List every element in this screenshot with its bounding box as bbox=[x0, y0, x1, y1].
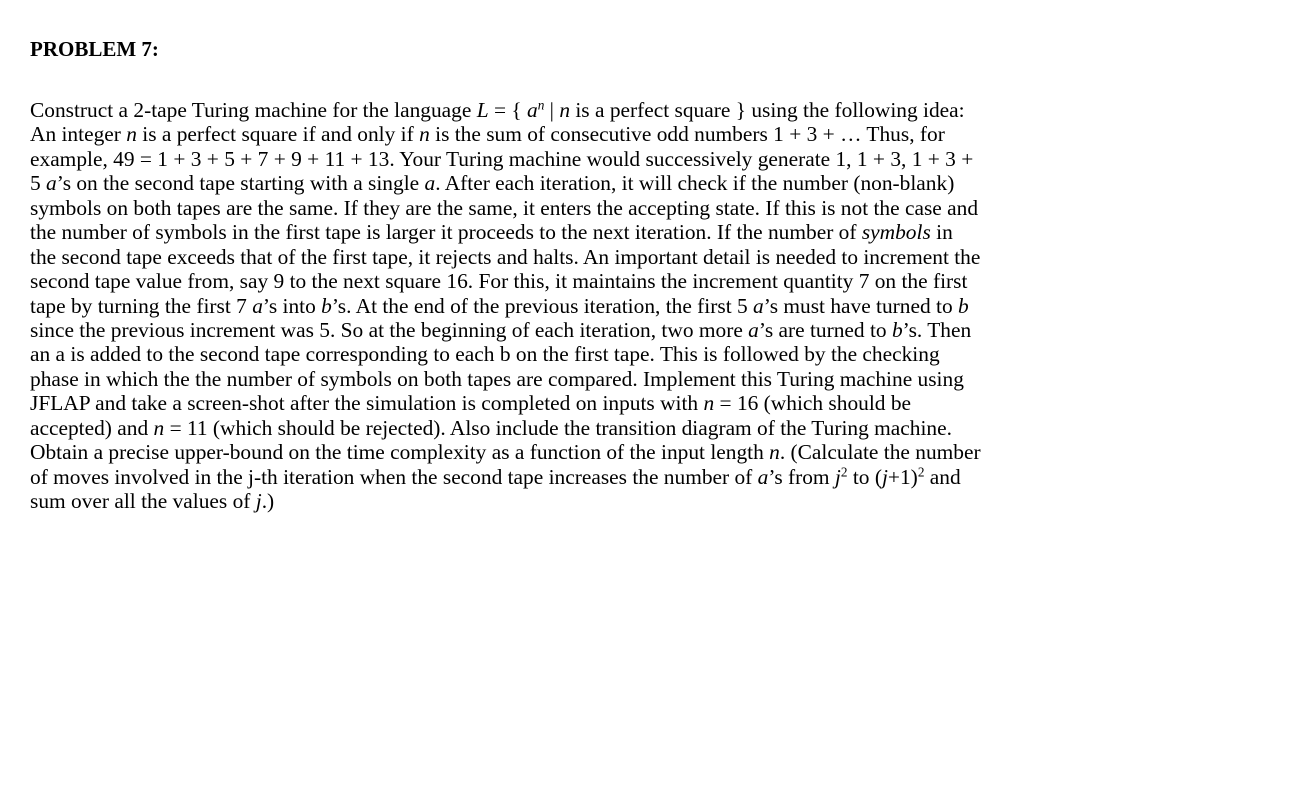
text-segment: ’s. At the end of the previous iteration, the first 5 bbox=[331, 293, 754, 318]
italic-text: n bbox=[703, 391, 715, 416]
text-segment: and bbox=[924, 464, 961, 489]
text-segment: 5 bbox=[30, 171, 47, 196]
text-segment: ’s. Then bbox=[902, 317, 972, 342]
text-line bbox=[30, 489, 1280, 513]
text-line bbox=[30, 171, 1280, 195]
italic-text: a bbox=[252, 293, 263, 318]
text-segment: = 16 (which should be bbox=[714, 391, 912, 416]
text-segment: . (Calculate the number bbox=[779, 440, 981, 465]
text-segment: of moves involved in the j-th iteration when the second tape increases the number of bbox=[30, 464, 758, 489]
text-segment: . After each iteration, it will check if the number (non-blank) bbox=[435, 171, 955, 196]
text-segment: the second tape exceeds that of the first tape, it rejects and halts. An important detail is needed to increment the bbox=[30, 244, 981, 269]
italic-text: a bbox=[527, 98, 538, 122]
text-line bbox=[30, 391, 1280, 415]
text-segment: to ( bbox=[847, 464, 882, 489]
italic-text: n bbox=[769, 440, 780, 465]
text-line bbox=[30, 122, 1280, 146]
problem-statement bbox=[30, 98, 1280, 513]
text-line bbox=[30, 98, 1280, 122]
italic-text: j bbox=[881, 464, 888, 489]
text-line bbox=[30, 245, 1280, 269]
italic-text: n bbox=[419, 122, 430, 147]
italic-text: b bbox=[958, 293, 969, 318]
italic-text: n bbox=[153, 415, 165, 440]
italic-text: b bbox=[321, 293, 332, 318]
text-segment: ’s into bbox=[262, 293, 322, 318]
text-line bbox=[30, 440, 1280, 464]
text-line bbox=[30, 220, 1280, 244]
text-segment: phase in which the the number of symbols on both tapes are compared. Implement this Turing machine using bbox=[30, 366, 964, 391]
superscript: n bbox=[537, 97, 545, 113]
italic-text: n bbox=[126, 122, 137, 147]
text-segment: = 11 (which should be rejected). Also include the transition diagram of the Turing machine. bbox=[164, 415, 952, 440]
italic-text: a bbox=[46, 171, 57, 196]
italic-text: a bbox=[424, 171, 436, 196]
superscript: 2 bbox=[840, 464, 848, 480]
text-segment: since the previous increment was 5. So at the beginning of each iteration, two more bbox=[30, 317, 749, 342]
text-line bbox=[30, 465, 1280, 489]
text-segment: is the sum of consecutive odd numbers 1 + 3 + … Thus, for bbox=[429, 122, 945, 147]
superscript: 2 bbox=[917, 464, 925, 480]
problem-heading: PROBLEM 7: bbox=[30, 37, 159, 61]
text-segment: sum over all the values of bbox=[30, 489, 256, 513]
text-segment: ’s are turned to bbox=[758, 317, 892, 342]
italic-text: a bbox=[753, 293, 764, 318]
text-segment: accepted) and bbox=[30, 415, 154, 440]
text-segment: ’s from bbox=[768, 464, 835, 489]
italic-text: n bbox=[559, 98, 571, 122]
text-line bbox=[30, 367, 1280, 391]
text-segment: | bbox=[544, 98, 560, 122]
text-line bbox=[30, 196, 1280, 220]
text-segment: is a perfect square } using the following idea: bbox=[570, 98, 965, 122]
text-line bbox=[30, 294, 1280, 318]
italic-text: symbols bbox=[861, 220, 931, 245]
text-segment: .) bbox=[261, 489, 275, 513]
italic-text: j bbox=[834, 464, 841, 489]
text-line bbox=[30, 416, 1280, 440]
text-segment: +1) bbox=[887, 464, 918, 489]
text-line bbox=[30, 269, 1280, 293]
text-segment: in bbox=[930, 220, 953, 245]
text-segment: an a is added to the second tape corresponding to each b on the first tape. This is followed by the checking bbox=[30, 342, 940, 367]
italic-text: a bbox=[757, 464, 769, 489]
text-line bbox=[30, 147, 1280, 171]
text-segment: tape by turning the first 7 bbox=[30, 293, 253, 318]
text-segment: = { bbox=[488, 98, 527, 122]
text-segment: Construct a 2-tape Turing machine for the language bbox=[30, 98, 477, 122]
text-segment: example, 49 = 1 + 3 + 5 + 7 + 9 + 11 + 13. Your Turing machine would successively generate 1, 1 + 3, 1 + 3 + bbox=[30, 146, 974, 171]
text-segment: second tape value from, say 9 to the next square 16. For this, it maintains the increment quantity 7 on the first bbox=[30, 269, 968, 294]
italic-text: a bbox=[748, 317, 759, 342]
italic-text: j bbox=[255, 489, 262, 513]
italic-text: L bbox=[476, 98, 489, 122]
text-segment: ’s must have turned to bbox=[763, 293, 959, 318]
text-line bbox=[30, 342, 1280, 366]
text-segment: is a perfect square if and only if bbox=[136, 122, 420, 147]
text-segment: ’s on the second tape starting with a single bbox=[56, 171, 425, 196]
text-segment: An integer bbox=[30, 122, 127, 147]
text-segment: the number of symbols in the first tape is larger it proceeds to the next iteration. If the number of bbox=[30, 220, 862, 245]
italic-text: b bbox=[891, 317, 903, 342]
text-segment: symbols on both tapes are the same. If they are the same, it enters the accepting state. If this is not the case and bbox=[30, 195, 979, 220]
text-segment: JFLAP and take a screen-shot after the simulation is completed on inputs with bbox=[30, 391, 704, 416]
text-segment: Obtain a precise upper-bound on the time complexity as a function of the input length bbox=[30, 440, 770, 465]
text-line bbox=[30, 318, 1280, 342]
